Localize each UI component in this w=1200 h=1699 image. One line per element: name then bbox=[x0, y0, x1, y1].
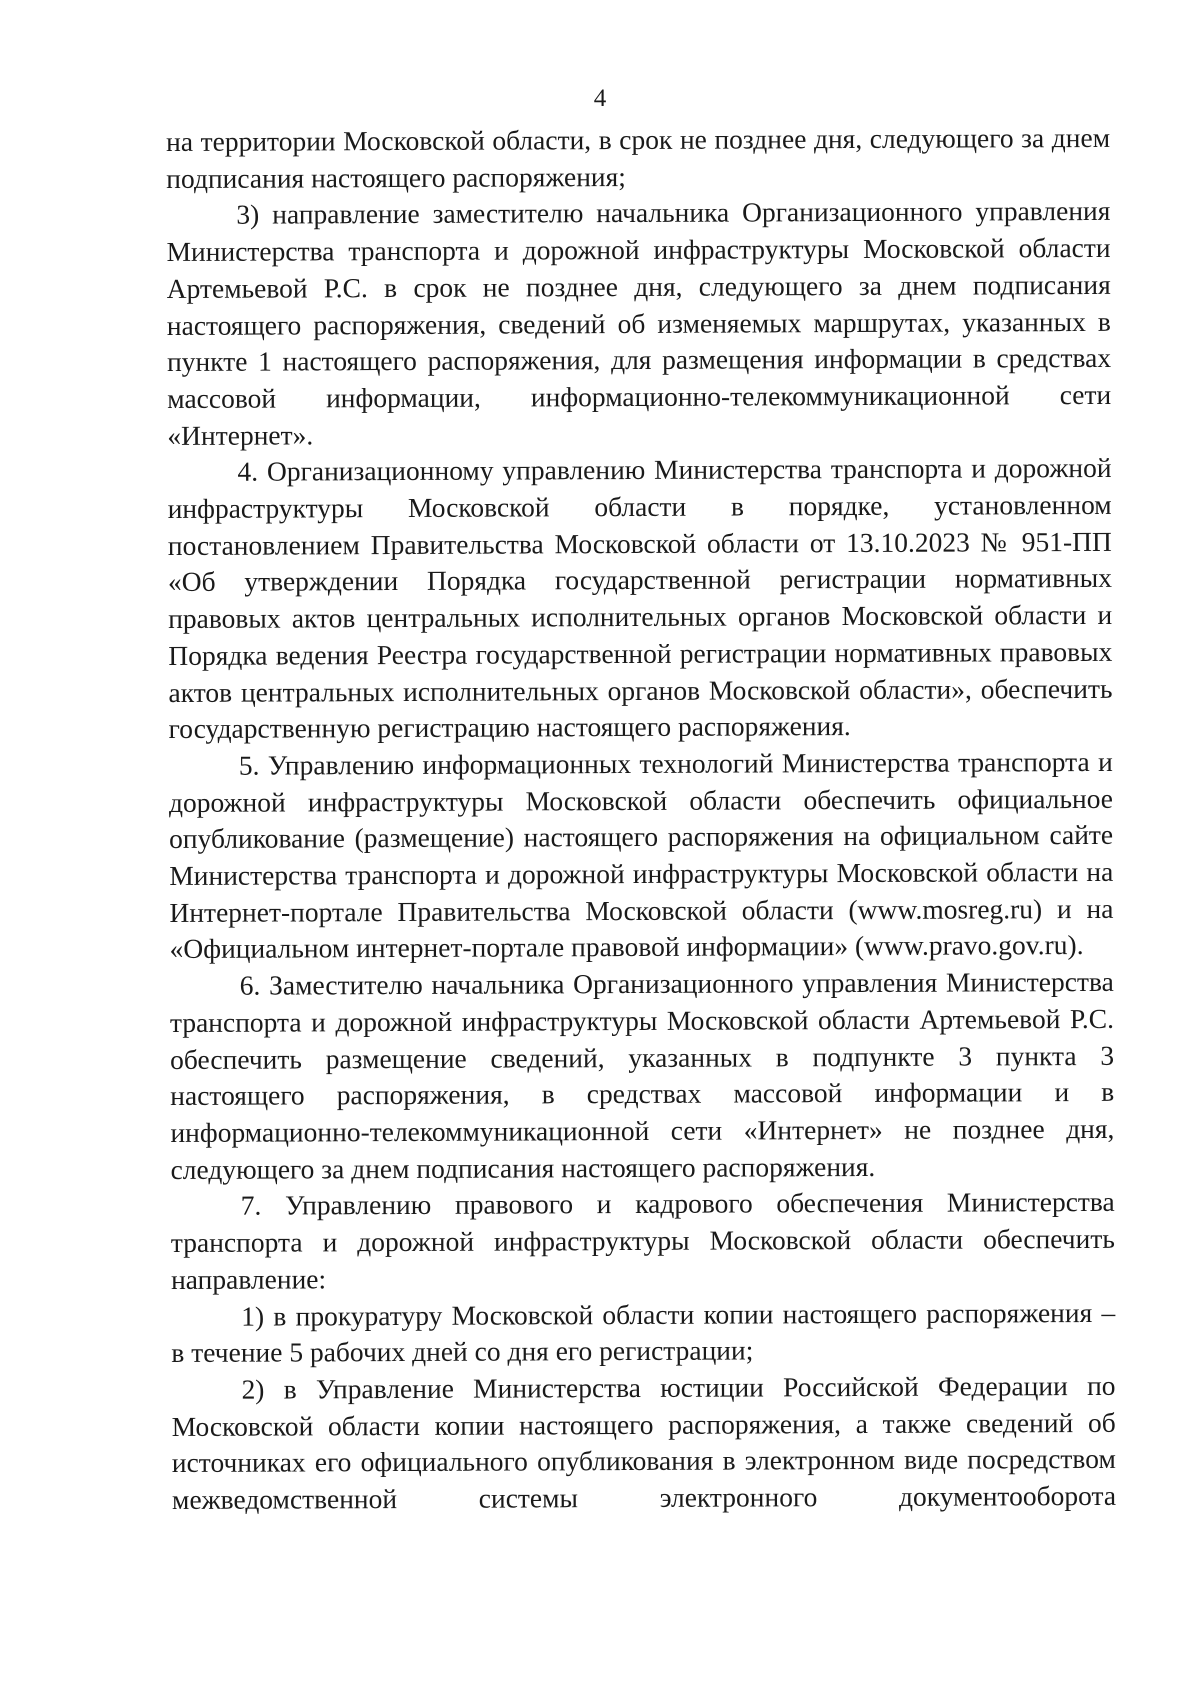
paragraph-item-7: 7. Управлению правового и кадрового обеспечения Министерства транспорта и дорожной инфраструктуры Московской области обеспечить направление: bbox=[170, 1186, 1115, 1295]
paragraph-subitem-2: 2) в Управление Министерства юстиции Российской Федерации по Московской области копии настоящего распоряжения, а также сведений об источниках его официального опубликования в электронном виде посредством межведомственной системы электронного документооборота bbox=[171, 1369, 1117, 1516]
page-number: 4 bbox=[593, 85, 607, 112]
paragraph-item-5: 5. Управлению информационных технологий Министерства транспорта и дорожной инфраструктуры Московской области обеспечить официальное опубликование (размещение) настоящего распоряжения на официальном сайте Министерства транспорта и дорожной инфраструктуры Московской области на Интернет-портале Правительства Московской области (www.mosreg.ru) и на «Официальном интернет-портале правовой информации» (www.pravo.gov.ru). bbox=[168, 745, 1114, 965]
document-body bbox=[166, 120, 1116, 1519]
paragraph-item-6: 6. Заместителю начальника Организационного управления Министерства транспорта и дорожной инфраструктуры Московской области Артемьевой Р.С. обеспечить размещение сведений, указанных в подпункте 3 пункта 3 настоящего распоряжения, в средствах массовой информации и в информационно-телекоммуникационной сети «Интернет» не позднее дня, следующего за днем подписания настоящего распоряжения. bbox=[169, 966, 1115, 1185]
paragraph-subitem-1: 1) в прокуратуру Московской области копии настоящего распоряжения – в течение 5 рабочих дней со дня его регистрации; bbox=[171, 1296, 1116, 1369]
paragraph-item-4: 4. Организационному управлению Министерства транспорта и дорожной инфраструктуры Московской области в порядке, установленном постановлением Правительства Московской области от 13.10.2023 № 951-ПП «Об утверждении Порядка государственной регистрации нормативных правовых актов центральных исполнительных органов Московской области и Порядка ведения Реестра государственной регистрации нормативных правовых актов центральных исполнительных органов Московской области», обеспечить государственную регистрацию настоящего распоряжения. bbox=[167, 452, 1113, 745]
paragraph-subitem-3: 3) направление заместителю начальника Организационного управления Министерства транспорта и дорожной инфраструктуры Московской области Артемьевой Р.С. в срок не позднее дня, следующего за днем подписания настоящего распоряжения, сведений об изменяемых маршрутах, указанных в пункте 1 настоящего распоряжения, для размещения информации в средствах массовой информации, информационно-телекоммуникационной сети «Интернет». bbox=[166, 195, 1112, 451]
paragraph-continuation: на территории Московской области, в срок не позднее дня, следующего за днем подписания настоящего распоряжения; bbox=[166, 121, 1111, 194]
